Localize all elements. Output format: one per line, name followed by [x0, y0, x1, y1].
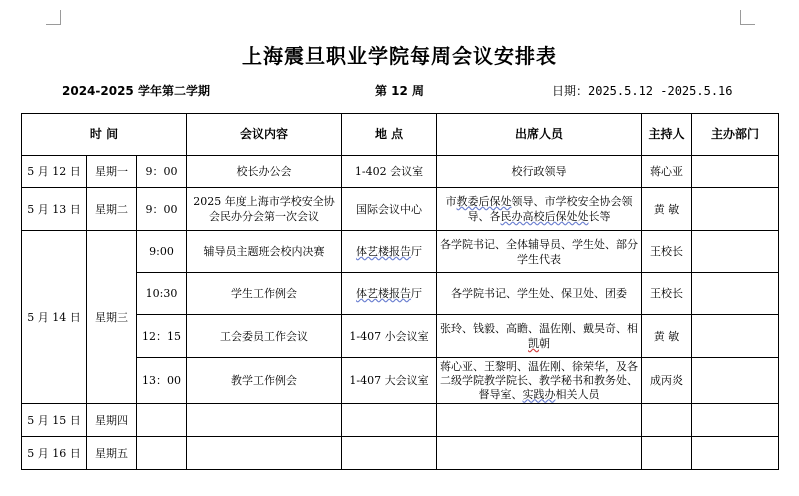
- header-content: 会议内容: [187, 114, 342, 156]
- cell-place: 1-402 会议室: [342, 156, 437, 188]
- cell-organizer: [692, 273, 779, 315]
- cell-content: 工会委员工作会议: [187, 315, 342, 358]
- table-row: [22, 404, 779, 437]
- cell-organizer: [692, 188, 779, 231]
- attendees-part: 相关人员: [555, 387, 600, 401]
- cell-place: [342, 437, 437, 470]
- header-attendees: 出席人员: [437, 114, 642, 156]
- attendees-part: 长等: [588, 210, 611, 223]
- cell-place: 国际会议中心: [342, 188, 437, 231]
- cell-organizer: [692, 404, 779, 437]
- cell-place: 1-407 小会议室: [342, 315, 437, 358]
- cell-host: 蒋心亚: [642, 156, 692, 188]
- place-part: 厅: [411, 245, 423, 258]
- cell-content: 教学工作例会: [187, 358, 342, 404]
- cell-attendees: [437, 404, 642, 437]
- cell-attendees: [437, 188, 642, 231]
- week-label: 第 12 周: [375, 84, 425, 98]
- attendees-part: 朝: [539, 337, 551, 350]
- attendees-part-underlined: 教委后保处: [456, 195, 512, 208]
- cell-host: 王校长: [642, 231, 692, 273]
- cell-content: 学生工作例会: [187, 273, 342, 315]
- cell-place: [342, 404, 437, 437]
- cell-time: [137, 404, 187, 437]
- cell-attendees: 各学院书记、全体辅导员、学生处、部分学生代表: [437, 231, 642, 273]
- cell-time: 12：15: [137, 315, 187, 358]
- cell-time: 13：00: [137, 358, 187, 404]
- cell-time: 9:00: [137, 231, 187, 273]
- cell-content: 2025 年度上海市学校安全协会民办分会第一次会议: [187, 188, 342, 231]
- cell-time: 9：00: [137, 188, 187, 231]
- attendees-part: 领导、市学校安全协会领导、各: [467, 195, 633, 223]
- cell-date: 5 月 14 日: [22, 231, 87, 404]
- attendees-part-underlined: 实践办: [522, 387, 556, 401]
- cell-content: 辅导员主题班会校内决赛: [187, 231, 342, 273]
- cell-weekday: 星期一: [87, 156, 137, 188]
- cell-host: 成丙炎: [642, 358, 692, 404]
- cell-content: [187, 437, 342, 470]
- header-host: 主持人: [642, 114, 692, 156]
- cell-time: [137, 437, 187, 470]
- cell-weekday: 星期二: [87, 188, 137, 231]
- cell-host: [642, 404, 692, 437]
- attendees-part: 张玲、钱毅、高瞻、温佐刚、戴昊奇、相: [440, 322, 639, 335]
- cell-organizer: [692, 231, 779, 273]
- crop-mark-top-left: [46, 10, 61, 25]
- cell-host: 黄 敏: [642, 188, 692, 231]
- cell-content: [187, 404, 342, 437]
- cell-date: 5 月 15 日: [22, 404, 87, 437]
- cell-host: 黄 敏: [642, 315, 692, 358]
- cell-attendees: [437, 358, 642, 404]
- cell-weekday: 星期四: [87, 404, 137, 437]
- cell-weekday: 星期三: [87, 231, 137, 404]
- attendees-part: 市: [445, 195, 457, 208]
- header-place: 地 点: [342, 114, 437, 156]
- table-row: [22, 188, 779, 231]
- cell-attendees: 校行政领导: [437, 156, 642, 188]
- place-part-underlined: 体艺楼报告: [356, 287, 412, 300]
- cell-time: 9：00: [137, 156, 187, 188]
- attendees-part: 蒋心亚、王黎明、温佐刚、徐荣华，及各二级学院教学院长、教学秘书和教务处、督导室、: [440, 359, 639, 401]
- page-title: 上海震旦职业学院每周会议安排表: [242, 44, 557, 68]
- term-label: 2024-2025 学年第二学期: [62, 84, 210, 98]
- cell-host: 王校长: [642, 273, 692, 315]
- table-row: [22, 156, 779, 188]
- cell-weekday: 星期五: [87, 437, 137, 470]
- cell-organizer: [692, 156, 779, 188]
- table-row: [22, 231, 779, 273]
- table-row: [22, 437, 779, 470]
- cell-organizer: [692, 358, 779, 404]
- cell-host: [642, 437, 692, 470]
- cell-place: 1-407 大会议室: [342, 358, 437, 404]
- header-time: 时 间: [22, 114, 187, 156]
- date-range-label: 日期：2025.5.12 -2025.5.16: [552, 84, 733, 98]
- header-organizer: 主办部门: [692, 114, 779, 156]
- attendees-part-underlined: 凯: [528, 337, 540, 350]
- place-part: 厅: [411, 287, 423, 300]
- cell-place: [342, 273, 437, 315]
- table-header-row: [22, 114, 779, 156]
- attendees-part-underlined: 民办高校后保处处: [500, 210, 589, 223]
- cell-time: 10:30: [137, 273, 187, 315]
- place-part-underlined: 体艺楼报告: [356, 245, 412, 258]
- cell-attendees: [437, 315, 642, 358]
- cell-place: [342, 231, 437, 273]
- cell-attendees: [437, 437, 642, 470]
- cell-date: 5 月 12 日: [22, 156, 87, 188]
- cell-organizer: [692, 315, 779, 358]
- crop-mark-top-right: [740, 10, 755, 25]
- cell-content: 校长办公会: [187, 156, 342, 188]
- cell-date: 5 月 13 日: [22, 188, 87, 231]
- cell-attendees: 各学院书记、学生处、保卫处、团委: [437, 273, 642, 315]
- meeting-schedule-table: [21, 113, 779, 470]
- cell-organizer: [692, 437, 779, 470]
- cell-date: 5 月 16 日: [22, 437, 87, 470]
